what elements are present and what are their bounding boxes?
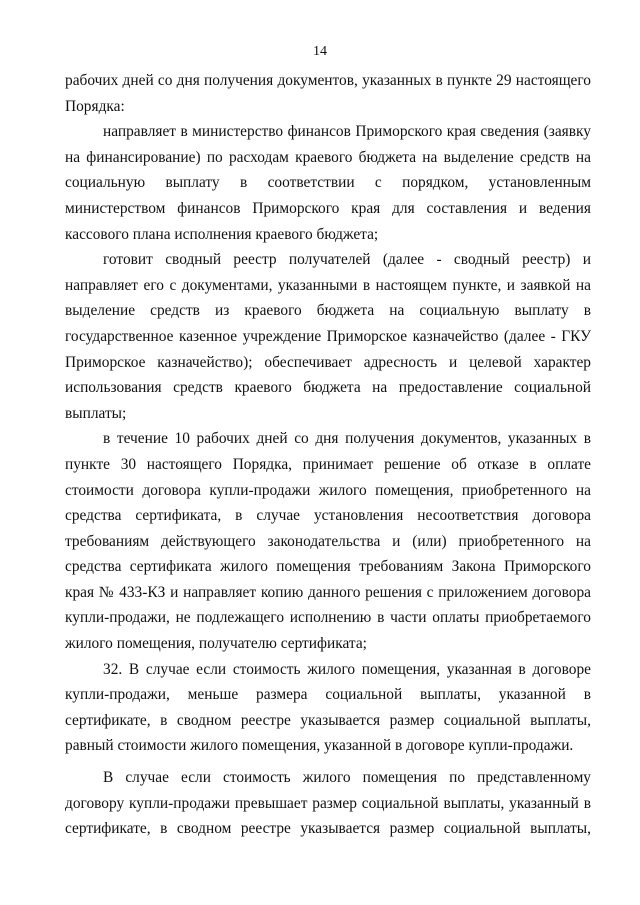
paragraph-line: 32. В случае если стоимость жилого помещения, указанная в договоре — [103, 660, 591, 678]
paragraph-line: в течение 10 рабочих дней со дня получения документов, указанных в — [103, 430, 591, 448]
paragraph-line: государственное казенное учреждение Приморское казначейство (далее - ГКУ — [65, 327, 591, 345]
paragraph-line: стоимости договора купли-продажи жилого помещения, приобретенного на — [65, 481, 591, 499]
paragraph-line: кассового плана исполнения краевого бюджета; — [65, 225, 379, 243]
paragraph-line: купли-продажи, меньше размера социальной выплаты, указанной в — [65, 686, 591, 704]
paragraph-line: министерством финансов Приморского края для составления и ведения — [65, 199, 591, 217]
paragraph-line: пункте 30 настоящего Порядка, принимает решение об отказе в оплате — [65, 455, 591, 473]
paragraph-line: края № 433-КЗ и направляет копию данного решения с приложением договора — [65, 583, 591, 601]
paragraph-line: выплаты; — [65, 404, 127, 422]
paragraph-line: требованиям действующего законодательства и (или) приобретенного на — [65, 532, 591, 550]
paragraph-line: рабочих дней со дня получения документов, указанных в пункте 29 настоящего — [65, 72, 591, 89]
paragraph-line: равный стоимости жилого помещения, указанной в договоре купли-продажи. — [65, 737, 574, 755]
paragraph-line: на финансирование) по расходам краевого бюджета на выделение средств на — [65, 148, 591, 166]
paragraph-line: направляет в министерство финансов Приморского края сведения (заявку — [103, 123, 591, 141]
paragraph-line: Порядка: — [65, 97, 125, 115]
paragraph-line: использования средств краевого бюджета на предоставление социальной — [65, 379, 591, 397]
paragraph-line: направляет его с документами, указанными в настоящем пункте, и заявкой на — [65, 276, 591, 294]
paragraph-line: средства сертификата жилого помещения требованиям Закона Приморского — [65, 558, 591, 576]
document-body — [65, 68, 591, 842]
paragraph-line: сертификате, в сводном реестре указывается размер социальной выплаты, — [65, 820, 591, 838]
paragraph-line: социальную выплату в соответствии с порядком, установленным — [65, 174, 591, 192]
paragraph-line: купли-продажи, не подлежащего исполнению в части оплаты приобретаемого — [65, 609, 591, 627]
paragraph-line: сертификате, в сводном реестре указывается размер социальной выплаты, — [65, 711, 591, 729]
paragraph-line: договору купли-продажи превышает размер социальной выплаты, указанный в — [65, 794, 591, 812]
paragraph-line: средства сертификата, в случае установления несоответствия договора — [65, 507, 591, 525]
paragraph-line: готовит сводный реестр получателей (далее - сводный реестр) и — [103, 251, 591, 269]
paragraph-line: выделение средств из краевого бюджета на социальную выплату в — [65, 302, 591, 320]
paragraph-line: В случае если стоимость жилого помещения по представленному — [103, 769, 591, 787]
paragraph-line: жилого помещения, получателю сертификата; — [65, 635, 367, 653]
paragraph-line: Приморское казначейство); обеспечивает адресность и целевой характер — [65, 353, 591, 371]
page-number: 14 — [313, 44, 327, 59]
